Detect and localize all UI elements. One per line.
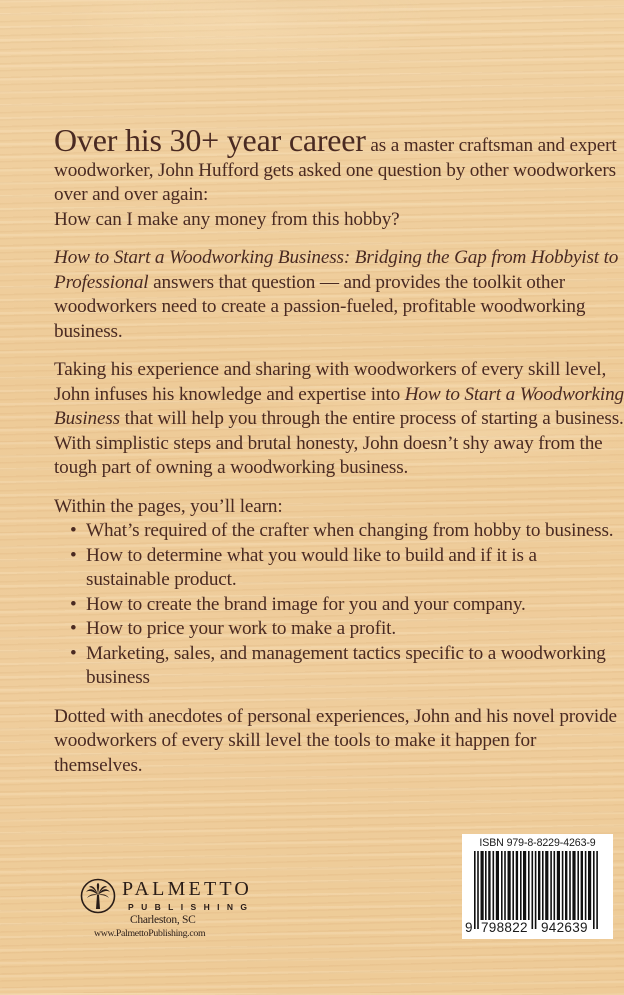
list-item [54, 593, 624, 618]
isbn-label: ISBN 979-8-8229-4263-9 [479, 837, 596, 849]
bullet-icon: • [70, 593, 77, 615]
book-title-italic: How to Start a Woodworking Business: Bridging the Gap from Hobbyist to Professional [54, 247, 619, 293]
publisher-subtitle: PUBLISHING [128, 902, 255, 912]
ean-group-2: 942639 [541, 920, 588, 935]
book-title-short-italic: How to Start a Woodworking Business [54, 383, 624, 429]
intro-question: How can I make any money from this hobby? [54, 208, 400, 230]
experience-text-2: that will help you through the entire process of starting a business. With simplistic steps and brutal honesty, John doesn’t shy away from the tough part of owning a woodworking business. [54, 408, 624, 478]
bullet-icon: • [70, 520, 77, 541]
publisher-url: www.PalmettoPublishing.com [94, 928, 206, 939]
list-item [54, 519, 624, 544]
publisher-city: Charleston, SC [130, 914, 196, 926]
list-item-text: How to create the brand image for you and your company. [86, 593, 526, 615]
lead-heading: Over his 30+ year career [54, 122, 366, 158]
ean-lead-digit: 9 [465, 920, 473, 935]
list-item-text: Marketing, sales, and management tactics specific to a woodworking business [86, 642, 606, 688]
palm-tree-book-icon [80, 878, 116, 914]
list-item-text: What’s required of the crafter when changing from hobby to business. [86, 520, 614, 541]
list-item-text: How to price your work to make a profit. [86, 618, 396, 639]
closing-paragraph: Dotted with anecdotes of personal experiences, John and his novel provide woodworkers of every skill level the tools to make it happen for themselves. [54, 705, 617, 776]
list-item [54, 544, 624, 593]
experience-paragraph [54, 358, 624, 481]
title-paragraph-text: answers that question — and provides the toolkit other woodworkers need to create a passion-fueled, profitable woodworking business. [54, 271, 586, 342]
bullet-icon: • [70, 618, 77, 639]
ean-group-1: 798822 [481, 920, 528, 935]
publisher-name: PALMETTO [122, 878, 253, 900]
experience-text-1: Taking his experience and sharing with woodworkers of every skill level, John infuses his knowledge and expertise into [54, 359, 607, 405]
bullet-icon: • [70, 642, 77, 664]
bullet-icon: • [70, 544, 77, 566]
list-item-text: How to determine what you would like to build and if it is a sustainable product. [86, 544, 537, 590]
blurb [54, 122, 624, 792]
publisher-logo [80, 878, 270, 942]
isbn-barcode [462, 834, 613, 939]
barcode-bars-icon [474, 851, 600, 929]
learn-intro: Within the pages, you’ll learn: [54, 495, 283, 517]
list-item [54, 642, 624, 691]
ean-digits [465, 920, 588, 995]
list-item [54, 617, 624, 642]
title-paragraph [54, 246, 624, 344]
intro-text: as a master craftsman and expert woodworker, John Hufford gets asked one question by other woodworkers over and over again: [54, 135, 617, 205]
intro-paragraph [54, 122, 624, 232]
learn-list [54, 519, 624, 691]
